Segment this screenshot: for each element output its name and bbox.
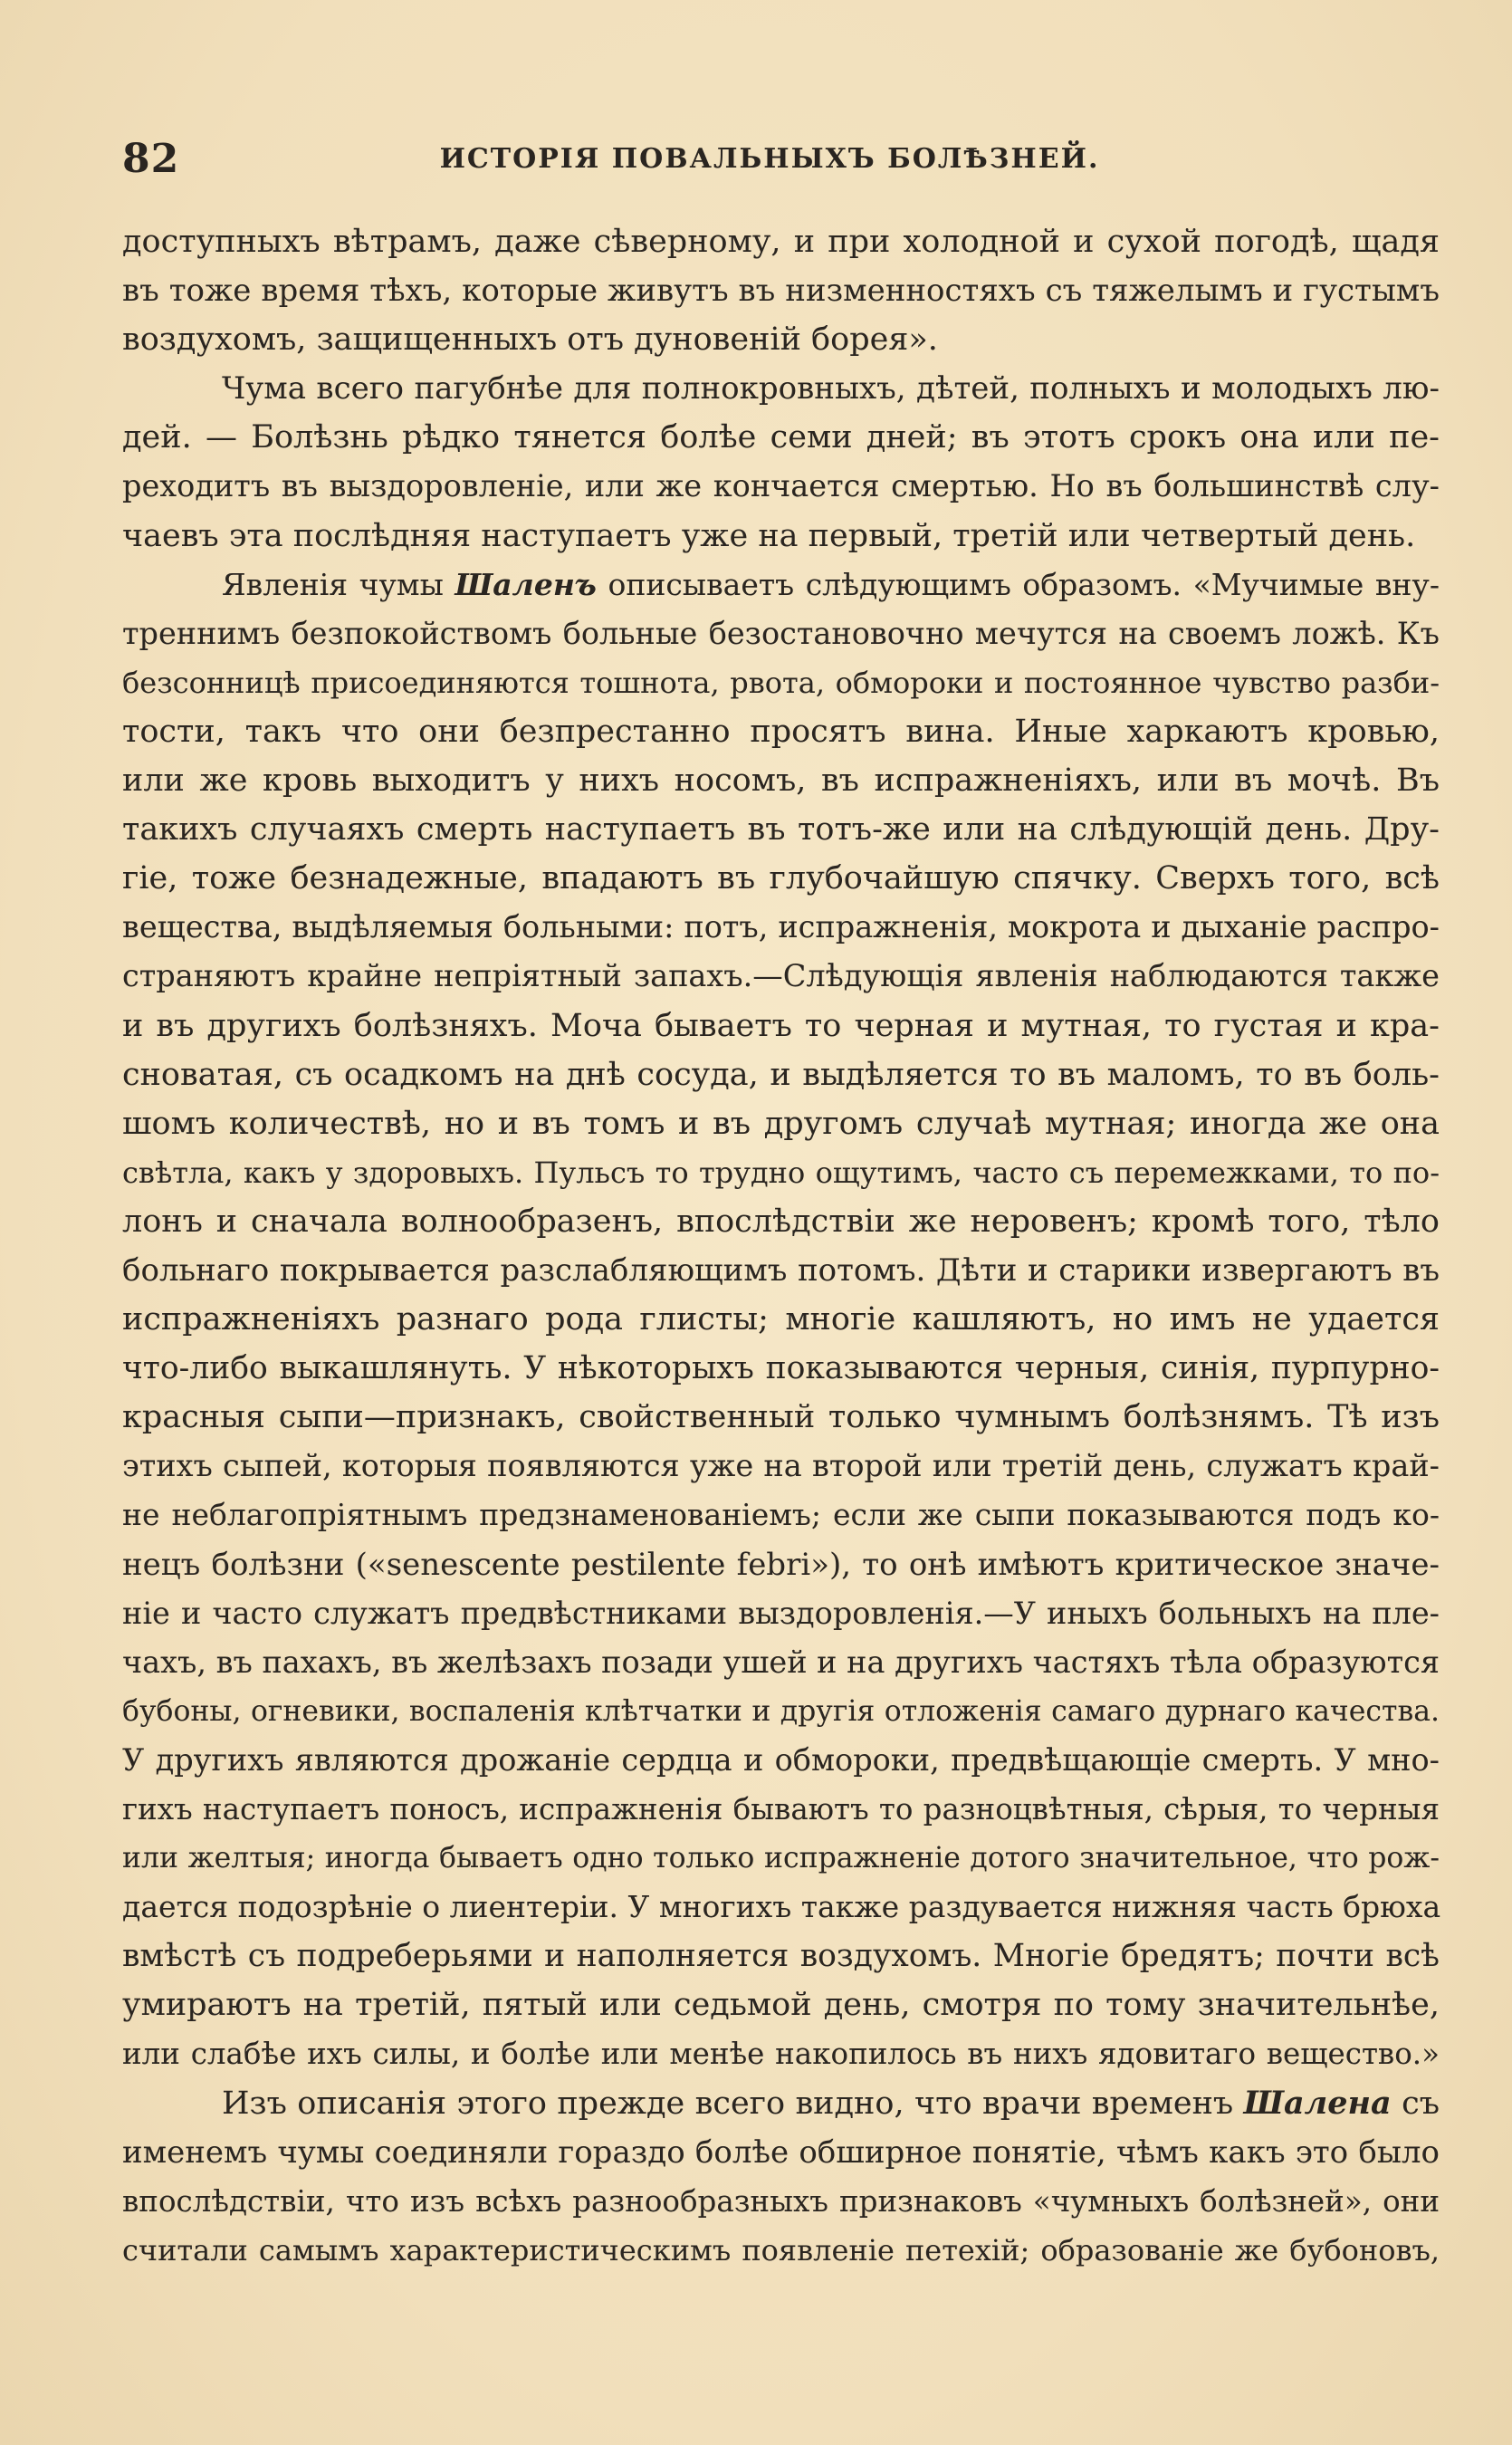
text-line: въ тоже время тѣхъ, которые живутъ въ низменностяхъ съ тяжелымъ и густымъ	[122, 273, 1440, 310]
text-line: свѣтла, какъ у здоровыхъ. Пульсъ то трудно ощутимъ, часто съ перемежками, то по-	[122, 1155, 1440, 1190]
text-line: страняютъ крайне непріятный запахъ.—Слѣдующія явленія наблюдаются также	[122, 958, 1440, 994]
text-line: такихъ случаяхъ смерть наступаетъ въ тотъ-же или на слѣдующій день. Дру-	[122, 811, 1440, 849]
text-line: доступныхъ вѣтрамъ, даже сѣверному, и при холодной и сухой погодѣ, щадя	[122, 224, 1440, 260]
text-line: Чума всего пагубнѣе для полнокровныхъ, дѣтей, полныхъ и молодыхъ лю-	[222, 370, 1440, 408]
text-line: треннимъ безпокойствомъ больные безостановочно мечутся на своемъ ложѣ. Къ	[122, 615, 1440, 651]
text-line: считали самымъ характеристическимъ появленіе петехій; образованіе же бубоновъ,	[122, 2232, 1440, 2268]
text-line: или желтыя; иногда бываетъ одно только испражненіе дотого значительное, что рож-	[122, 1842, 1440, 1875]
text-line: красныя сыпи—признакъ, свойственный только чумнымъ болѣзнямъ. Тѣ изъ	[122, 1399, 1440, 1436]
text-line	[122, 2079, 1440, 2128]
text-line: что-либо выкашлянуть. У нѣкоторыхъ показываются черныя, синія, пурпурно-	[122, 1350, 1440, 1387]
text-line: впослѣдствіи, что изъ всѣхъ разнообразныхъ признаковъ «чумныхъ болѣзней», они	[122, 2183, 1440, 2219]
text-line: безсонницѣ присоединяются тошнота, рвота, обмороки и постоянное чувство разби-	[122, 665, 1440, 700]
text-line: этихъ сыпей, которыя появляются уже на второй или третій день, служатъ край-	[122, 1448, 1440, 1484]
text-line: или же кровь выходитъ у нихъ носомъ, въ испражненіяхъ, или въ мочѣ. Въ	[122, 762, 1440, 800]
emphasized-name: Шалена	[1243, 2084, 1392, 2122]
text-line: дей. — Болѣзнь рѣдко тянется болѣе семи дней; въ этотъ срокъ она или пе-	[122, 419, 1440, 456]
text-line: тости, такъ что они безпрестанно просятъ вина. Иные харкаютъ кровью,	[122, 713, 1440, 750]
text-line: воздухомъ, защищенныхъ отъ дуновеній борея».	[122, 321, 938, 359]
page-number: 82	[122, 136, 180, 182]
text-segment: описываетъ слѣдующимъ образомъ. «Мучимые вну-	[596, 566, 1440, 602]
text-line	[122, 561, 1440, 609]
body-text	[122, 217, 1440, 2275]
text-line: дается подозрѣніе о лиентеріи. У многихъ также раздувается нижняя часть брюха	[122, 1889, 1441, 1925]
text-line: чаевъ эта послѣдняя наступаетъ уже на первый, третій или четвертый день.	[122, 517, 1416, 554]
text-line: сноватая, съ осадкомъ на днѣ сосуда, и выдѣляется то въ маломъ, то въ боль-	[122, 1056, 1440, 1093]
text-line: или слабѣе ихъ силы, и болѣе или менѣе накопилось въ нихъ ядовитаго вещество.»	[122, 2037, 1440, 2072]
page-header	[122, 136, 1417, 181]
text-line: гіе, тоже безнадежные, впадаютъ въ глубочайшую спячку. Сверхъ того, всѣ	[122, 860, 1440, 897]
running-title: ИСТОРІЯ ПОВАЛЬНЫХЪ БОЛѢЗНЕЙ.	[439, 143, 1100, 175]
text-line: реходитъ въ выздоровленіе, или же кончается смертью. Но въ большинствѣ слу-	[122, 468, 1440, 504]
text-line: У другихъ являются дрожаніе сердца и обмороки, предвѣщающіе смерть. У мно-	[122, 1741, 1440, 1778]
text-line: шомъ количествѣ, но и въ томъ и въ другомъ случаѣ мутная; иногда же она	[122, 1105, 1440, 1142]
text-line: испражненіяхъ разнаго рода глисты; многіе кашляютъ, но имъ не удается	[122, 1301, 1440, 1338]
text-line: не неблагопріятнымъ предзнаменованіемъ; если же сыпи показываются подъ ко-	[122, 1497, 1440, 1533]
text-segment: Явленія чумы	[222, 566, 455, 602]
text-line: больнаго покрывается разслабляющимъ потомъ. Дѣти и старики извергаютъ въ	[122, 1251, 1440, 1289]
text-line: вмѣстѣ съ подреберьями и наполняется воздухомъ. Многіе бредятъ; почти всѣ	[122, 1938, 1440, 1975]
text-segment: съ	[1391, 2085, 1440, 2122]
text-line: вещества, выдѣляемыя больными: потъ, испражненія, мокрота и дыханіе распро-	[122, 909, 1440, 945]
text-line: гихъ наступаетъ поносъ, испражненія бываютъ то разноцвѣтныя, сѣрыя, то черныя	[122, 1792, 1440, 1827]
text-line: бубоны, огневики, воспаленія клѣтчатки и другія отложенія самаго дурнаго качества.	[122, 1694, 1440, 1728]
text-line: умираютъ на третій, пятый или седьмой день, смотря по тому значительнѣе,	[122, 1987, 1440, 2024]
text-segment: Изъ описанія этого прежде всего видно, что врачи временъ	[222, 2085, 1244, 2122]
text-line: лонъ и сначала волнообразенъ, впослѣдствіи же неровенъ; кромѣ того, тѣло	[122, 1203, 1440, 1240]
text-line: именемъ чумы соединяли гораздо болѣе обширное понятіе, чѣмъ какъ это было	[122, 2133, 1440, 2171]
text-line: нецъ болѣзни («senescente pestilente febri»), то онѣ имѣютъ критическое значе-	[122, 1546, 1440, 1583]
text-line: чахъ, въ пахахъ, въ желѣзахъ позади ушей и на другихъ частяхъ тѣла образуются	[122, 1644, 1440, 1680]
emphasized-name: Шаленъ	[455, 566, 597, 602]
text-line: и въ другихъ болѣзняхъ. Моча бываетъ то черная и мутная, то густая и кра-	[122, 1007, 1440, 1044]
text-line: ніе и часто служатъ предвѣстниками выздоровленія.—У иныхъ больныхъ на пле-	[122, 1595, 1440, 1631]
